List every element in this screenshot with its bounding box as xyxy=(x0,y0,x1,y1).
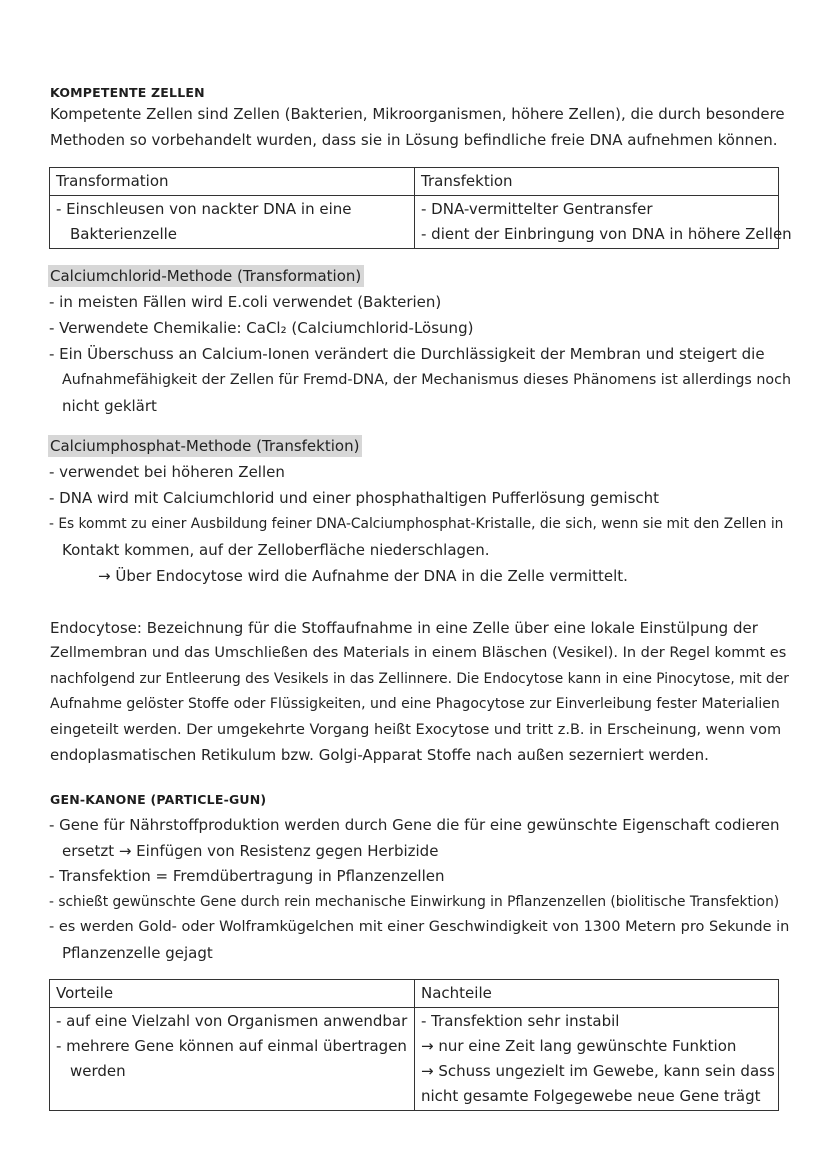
arrow-note: → Über Endocytose wird die Aufnahme der DNA in die Zelle vermittelt. xyxy=(98,567,628,585)
intro-line-2: Methoden so vorbehandelt wurden, dass sie in Lösung befindliche freie DNA aufnehmen können. xyxy=(50,131,778,149)
list-item: - in meisten Fällen wird E.coli verwendet (Bakterien) xyxy=(49,293,442,311)
paragraph-line: eingeteilt werden. Der umgekehrte Vorgang heißt Exocytose und tritt z.B. in Erscheinung, wenn vom xyxy=(50,722,782,738)
cell-line: - Transfektion sehr instabil xyxy=(421,1012,620,1030)
paragraph-line: nachfolgend zur Entleerung des Vesikels in das Zellinnere. Die Endocytose kann in eine Pinocytose, mit der xyxy=(50,671,789,687)
paragraph-line: Aufnahme gelöster Stoffe oder Flüssigkeiten, und eine Phagocytose zur Einverleibung fester Materialien xyxy=(50,696,780,712)
list-item: - es werden Gold- oder Wolframkügelchen mit einer Geschwindigkeit von 1300 Metern pro Sekunde in xyxy=(49,919,790,935)
paragraph-line: endoplasmatischen Retikulum bzw. Golgi-Apparat Stoffe nach außen sezerniert werden. xyxy=(50,746,709,764)
table-header-row xyxy=(50,168,779,196)
cell-line: - DNA-vermittelter Gentransfer xyxy=(421,200,653,218)
list-item: - verwendet bei höheren Zellen xyxy=(49,463,285,481)
paragraph-line: Zellmembran und das Umschließen des Materials in einem Bläschen (Vesikel). In der Regel kommt es xyxy=(50,645,787,661)
section-heading-kompetente-zellen: KOMPETENTE ZELLEN xyxy=(50,85,205,100)
table-cell-transformation xyxy=(50,196,415,249)
list-item: - Ein Überschuss an Calcium-Ionen verändert die Durchlässigkeit der Membran und steigert die xyxy=(49,345,765,363)
table-header-vorteile: Vorteile xyxy=(50,980,415,1008)
cell-line: nicht gesamte Folgegewebe neue Gene trägt xyxy=(421,1087,761,1105)
table-header-transfektion: Transfektion xyxy=(415,168,779,196)
cell-line: → Schuss ungezielt im Gewebe, kann sein dass xyxy=(421,1062,775,1080)
section-heading-calciumphosphat: Calciumphosphat-Methode (Transfektion) xyxy=(48,435,362,457)
intro-line-1: Kompetente Zellen sind Zellen (Bakterien, Mikroorganismen, höhere Zellen), die durch besondere xyxy=(50,105,785,123)
cell-line: - dient der Einbringung von DNA in höhere Zellen xyxy=(421,225,792,243)
cell-line: werden xyxy=(70,1062,126,1080)
transformation-transfektion-table xyxy=(49,167,792,249)
table-header-nachteile: Nachteile xyxy=(415,980,779,1008)
list-item: - DNA wird mit Calciumchlorid und einer phosphathaltigen Pufferlösung gemischt xyxy=(49,489,660,507)
list-item: - Verwendete Chemikalie: CaCl₂ (Calciumchlorid-Lösung) xyxy=(49,319,474,337)
list-item-continuation: Kontakt kommen, auf der Zelloberfläche niederschlagen. xyxy=(62,541,490,559)
table-row xyxy=(50,1008,779,1111)
table-cell-transfektion xyxy=(415,196,792,249)
list-item-continuation: Aufnahmefähigkeit der Zellen für Fremd-DNA, der Mechanismus dieses Phänomens ist allerdings noch xyxy=(62,372,791,388)
table-header-transformation: Transformation xyxy=(50,168,415,196)
cell-line: - Einschleusen von nackter DNA in eine xyxy=(56,200,352,218)
paragraph-line: Endocytose: Bezeichnung für die Stoffaufnahme in eine Zelle über eine lokale Einstülpung der xyxy=(50,619,758,637)
list-item: - Gene für Nährstoffproduktion werden durch Gene die für eine gewünschte Eigenschaft codieren xyxy=(49,816,780,834)
list-item-continuation: nicht geklärt xyxy=(62,397,157,415)
section-heading-calciumchlorid: Calciumchlorid-Methode (Transformation) xyxy=(48,265,364,287)
section-heading-gen-kanone: GEN-KANONE (PARTICLE-GUN) xyxy=(50,792,267,807)
list-item-continuation: ersetzt → Einfügen von Resistenz gegen Herbizide xyxy=(62,842,439,860)
cell-line: - mehrere Gene können auf einmal übertragen xyxy=(56,1037,407,1055)
cell-line: Bakterienzelle xyxy=(70,225,178,243)
list-item-continuation: Pflanzenzelle gejagt xyxy=(62,944,213,962)
cell-line: - auf eine Vielzahl von Organismen anwendbar xyxy=(56,1012,408,1030)
list-item: - schießt gewünschte Gene durch rein mechanische Einwirkung in Pflanzenzellen (biolitische Transfektion) xyxy=(49,894,780,910)
list-item: - Es kommt zu einer Ausbildung feiner DNA-Calciumphosphat-Kristalle, die sich, wenn sie mit den Zellen in xyxy=(49,516,784,532)
vorteile-nachteile-table xyxy=(49,979,779,1111)
cell-line: → nur eine Zeit lang gewünschte Funktion xyxy=(421,1037,737,1055)
table-row xyxy=(50,196,779,249)
table-header-row xyxy=(50,980,779,1008)
list-item: - Transfektion = Fremdübertragung in Pflanzenzellen xyxy=(49,867,445,885)
table-cell-vorteile xyxy=(50,1008,415,1111)
table-cell-nachteile xyxy=(415,1008,779,1111)
